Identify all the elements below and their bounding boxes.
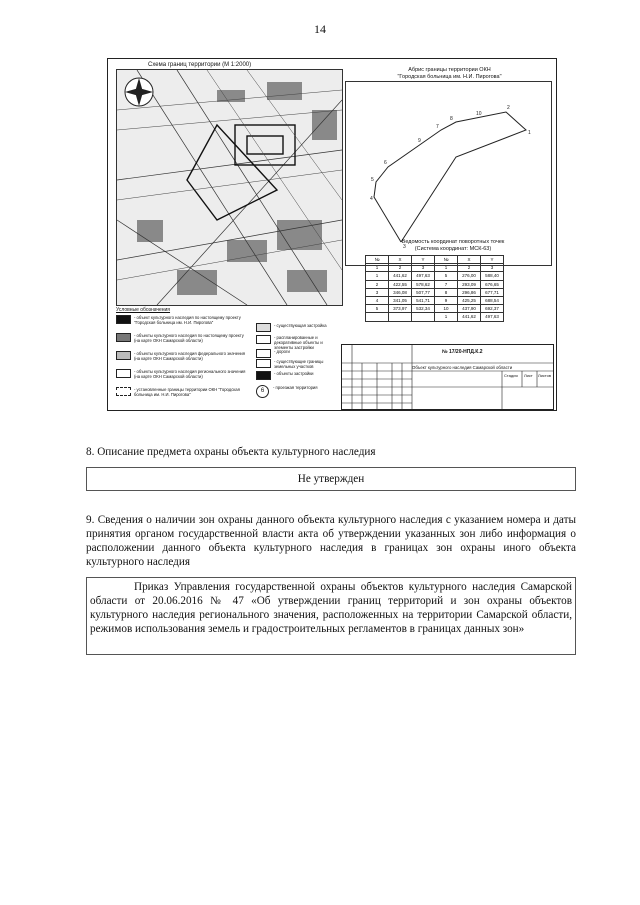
coordinates-cell: 346,08 [389,288,412,296]
coordinates-cell: 532,34 [412,305,435,313]
legend-swatch [116,369,131,378]
coordinates-row [366,280,504,288]
scheme-title: Абрис границы территории ОКН "Городская больница им. Н.И. Пирогова" [397,67,502,80]
coordinates-cell: 497,63 [481,313,504,321]
legend-swatch [116,351,131,360]
circle-number-icon: 6 [256,385,269,398]
legend-swatch [256,359,271,368]
coordinates-cell: № [435,256,458,264]
coordinates-row [366,288,504,296]
coordinates-cell: 1 [366,264,389,272]
drawing-code: № 17/20-НПД.К.2 [442,349,483,355]
legend-item: - дороги [256,349,341,358]
coordinates-cell: 1 [435,264,458,272]
legend-swatch [116,387,131,396]
coordinates-cell: Y [481,256,504,264]
drawing-object: Объект культурного наследия Самарской области [412,365,513,370]
coordinates-cell: 425,25 [458,296,481,304]
legend-item: - объекты культурного наследия федерального значения (на карте ОКН Самарской области) [116,351,246,361]
coordinates-cell [412,313,435,321]
coordinates-row [366,256,504,264]
legend-item: - объекты культурного наследия регионального значения (на карте ОКН Самарской области) [116,369,246,379]
section-9-value: Приказ Управления государственной охраны объектов культурного наследия Самарской области от 20.06.2016 № 47 «Об утверждении границ территорий и зон охраны объектов культурного наследия регионального значения, расположенных на территории Самарской области, режимов использования земель и градостроительных регламентов в границах данных зон» [90,581,572,635]
coordinates-cell: 1 [366,272,389,280]
legend-item: - объекты культурного наследия по настоящему проекту (на карте ОКН Самарской области) [116,333,246,343]
point-label: 2 [507,105,510,111]
coordinates-cell: 676,65 [481,280,504,288]
coordinates-cell: X [458,256,481,264]
territory-map [116,69,343,306]
coordinates-cell: 441,62 [458,313,481,321]
coordinates-cell: 341,05 [389,296,412,304]
legend-item: - существующая застройка [256,323,341,332]
coordinates-cell: 688,54 [481,296,504,304]
coordinates-cell: 578,62 [412,280,435,288]
coordinates-row [366,296,504,304]
legend-item: - установленные границы территории ОКН "Городская больница им. Н.И. Пирогова" [116,387,246,397]
legend-swatch [116,315,131,324]
boundary-scheme-sheet [107,58,557,411]
coordinates-cell: 7 [435,280,458,288]
coordinates-cell: 3 [481,264,504,272]
map-drawing [117,70,342,305]
coordinates-cell [366,313,389,321]
coordinates-table [365,255,504,322]
legend-item: - существующие границы земельных участков [256,359,341,369]
legend-swatch [256,371,271,380]
legend-item: - распланированные и декоративные объекты и элементы застройки [256,335,341,350]
coordinates-row [366,313,504,321]
legend-item: - объекты застройки [256,371,341,380]
section-9-heading: 9. Сведения о наличии зон охраны данного объекта культурного наследия с указанием номера и даты принятия органом государственной власти акта об утверждении указанных зон либо информация о расположении данного объекта культурного наследия в границах зон охраны иного объекта культурного наследия [86,514,576,568]
coordinates-row [366,264,504,272]
stamp-stage-label: Стадия [504,373,518,378]
coordinates-cell: 373,97 [389,305,412,313]
legend-title: Условные обозначения [116,307,171,313]
coordinates-cell: 4 [366,296,389,304]
page-number: 14 [314,22,326,36]
stamp-sheets-label: Листов [538,373,551,378]
coordinates-cell: 2 [366,280,389,288]
legend-swatch [256,335,271,344]
coordinates-cell [389,313,412,321]
legend-item: 6 - проезжая территория [256,385,341,398]
coordinates-row [366,305,504,313]
coordinates-cell: 10 [435,305,458,313]
coordinates-cell: 692,37 [481,305,504,313]
boundary-outline [346,82,551,265]
coordinates-cell: 3 [366,288,389,296]
coordinates-cell: 507,77 [412,288,435,296]
point-label: 10 [476,111,482,117]
coordinates-cell: 588,40 [481,272,504,280]
coordinates-cell: X [389,256,412,264]
coordinates-title: Ведомость координат поворотных точек (Система координат: МСК-63) [401,239,505,252]
coordinates-cell: 8 [435,288,458,296]
point-label: 9 [418,138,421,144]
coordinates-cell: 2 [458,264,481,272]
coordinates-cell: 497,63 [412,272,435,280]
section-8-value: Не утвержден [86,467,576,491]
coordinates-cell: 5 [435,272,458,280]
coordinates-cell: 1 [435,313,458,321]
legend-swatch [256,323,271,332]
title-block-stamp [341,344,554,410]
coordinates-cell: 441,62 [389,272,412,280]
legend-swatch [256,349,271,358]
section-9-box [86,577,576,655]
coordinates-cell: 2 [389,264,412,272]
coordinates-cell: 541,71 [412,296,435,304]
coordinates-cell: Y [412,256,435,264]
coordinates-cell: 677,71 [481,288,504,296]
point-label: 1 [528,130,531,136]
point-label: 7 [436,124,439,130]
legend-item: - объект культурного наследия по настоящему проекту "Городская больница им. Н.И. Пирогова" [116,315,246,325]
point-label: 4 [370,196,373,202]
section-8-heading: 8. Описание предмета охраны объекта культурного наследия [86,446,376,458]
coordinates-cell: 437,90 [458,305,481,313]
coordinates-cell: 9 [435,296,458,304]
legend-swatch [116,333,131,342]
point-label: 6 [384,160,387,166]
coordinates-cell: 3 [412,264,435,272]
point-label: 8 [450,116,453,122]
coordinates-cell: 276,00 [458,272,481,280]
coordinates-row [366,272,504,280]
point-label: 5 [371,177,374,183]
map-title: Схема границ территории (М 1:2000) [148,62,252,68]
coordinates-cell: 422,55 [389,280,412,288]
coordinates-cell: 293,09 [458,280,481,288]
stamp-sheet-label: Лист [524,373,533,378]
coordinates-cell: № [366,256,389,264]
point-label: 3 [403,244,406,250]
coordinates-cell: 296,86 [458,288,481,296]
coordinates-cell: 5 [366,305,389,313]
